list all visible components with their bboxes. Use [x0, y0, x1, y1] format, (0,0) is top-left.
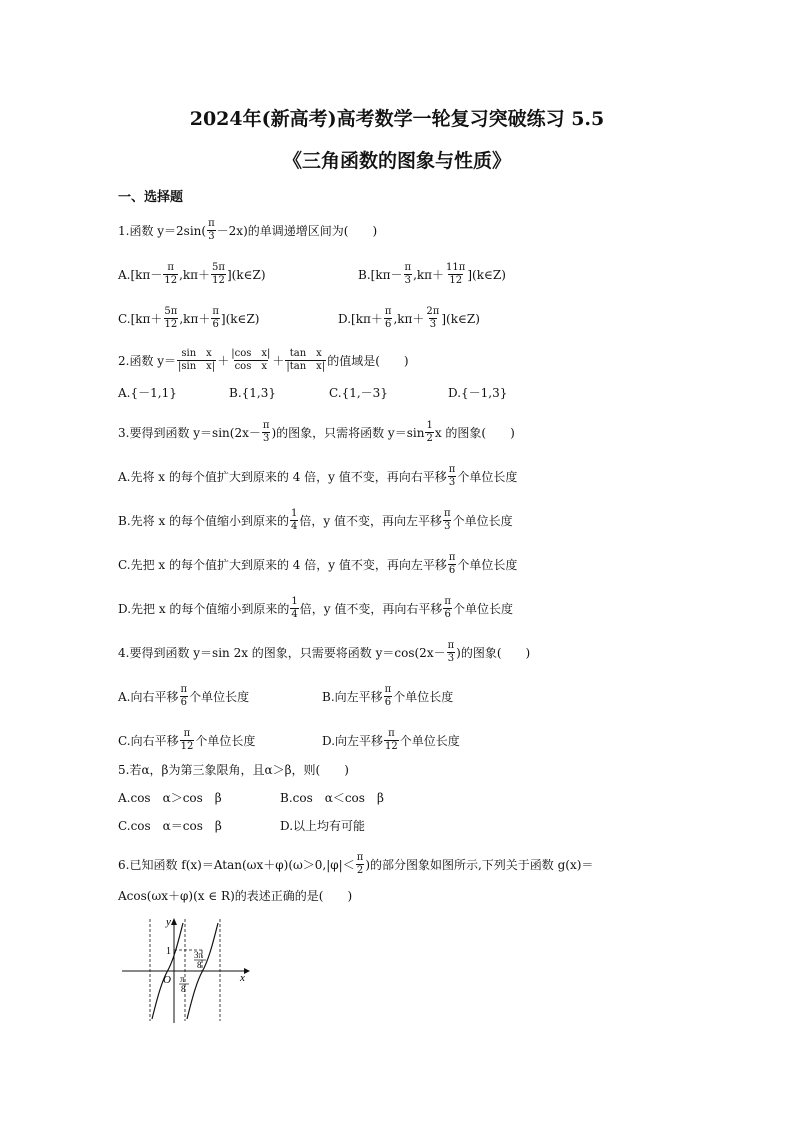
q4-option-a: [118, 684, 249, 709]
frac-num: π: [167, 262, 174, 273]
frac-den: 3: [208, 231, 215, 242]
opt-frac: [443, 508, 452, 533]
frac-den: 2: [426, 433, 433, 444]
b-num: π: [180, 974, 185, 984]
opt-text: D.先把 x 的每个值缩小到原来的: [118, 601, 290, 616]
q2-option-b: B.{1,3}: [229, 386, 276, 400]
q1-stem: [118, 218, 377, 243]
opt-frac: [163, 262, 178, 287]
origin-label: O: [163, 974, 171, 986]
opt-text: A.[kπ－: [118, 267, 163, 282]
q3-mid: )的图象，只需将函数 y＝sin: [271, 425, 425, 440]
q4-stem: [118, 640, 530, 665]
opt-frac: [211, 262, 226, 287]
doc-subtitle: 《三角函数的图象与性质》: [282, 150, 511, 172]
opt-text: C.[kπ＋: [118, 311, 163, 326]
a-num: 3π: [194, 950, 204, 960]
frac-num: π: [356, 852, 364, 863]
q1-option-c: [118, 306, 259, 331]
frac-num: π: [183, 728, 191, 739]
opt-text: B.先将 x 的每个值缩小到原来的: [118, 513, 290, 528]
q4-option-c: [118, 728, 255, 753]
frac-num: tan x: [289, 348, 322, 359]
q6-frac: [356, 852, 365, 877]
opt-frac: [425, 306, 440, 331]
opt-text: D.[kπ＋: [338, 311, 383, 326]
frac-den: 6: [180, 697, 187, 708]
frac-num: 1: [291, 596, 298, 607]
opt-frac: [384, 684, 393, 709]
opt-text: D.向左平移: [322, 733, 384, 748]
frac-num: π: [208, 218, 215, 229]
frac-den: cos x: [234, 361, 267, 372]
opt-text: C.先把 x 的每个值扩大到原来的 4 倍，y 值不变，再向左平移: [118, 557, 447, 572]
frac-num: 5π: [212, 262, 225, 273]
frac-den: 6: [448, 565, 456, 576]
opt-frac: [448, 464, 457, 489]
frac-den: 12: [164, 275, 178, 286]
opt-frac: [180, 728, 195, 753]
frac-den: 4: [291, 609, 298, 620]
q5-option-c: C.cos α＝cos β: [118, 819, 222, 833]
q2-frac-sin: [177, 348, 216, 373]
opt-text: A.向右平移: [118, 689, 179, 704]
opt-text: 个单位长度: [452, 601, 513, 616]
frac-num: 1: [291, 508, 298, 519]
frac-den: 3: [447, 653, 455, 664]
opt-frac: [179, 684, 188, 709]
opt-frac: [384, 306, 393, 331]
q4-option-d: [322, 728, 460, 753]
q1-option-a: [118, 262, 266, 287]
frac-den: |tan x|: [286, 361, 326, 372]
opt-text: ](k∈Z): [220, 311, 260, 326]
q1-stem-pre: 1.函数 y＝2sin(: [118, 223, 207, 238]
opt-text: 倍，y 值不变，再向右平移: [299, 601, 443, 616]
q4-pre: 4.要得到函数 y＝sin 2x 的图象，只需要将函数 y＝cos(2x－: [118, 645, 446, 660]
q3-stem: [118, 420, 515, 445]
opt-frac: [403, 262, 412, 287]
q5-stem: 5.若α，β为第三象限角，且α＞β，则( ): [118, 763, 349, 777]
q1-option-d: [338, 306, 480, 331]
q5-option-a: A.cos α＞cos β: [118, 791, 222, 805]
plus: ＋: [217, 353, 230, 368]
q3-option-a: [118, 464, 517, 489]
a-den: 8: [197, 960, 202, 970]
frac-den: 3: [262, 433, 270, 444]
q6-stem: [118, 852, 593, 877]
opt-text: ](k∈Z): [441, 311, 480, 326]
opt-text: A.先将 x 的每个值扩大到原来的 4 倍，y 值不变，再向右平移: [118, 469, 447, 484]
frac-num: π: [448, 464, 456, 475]
frac-num: π: [447, 640, 455, 651]
opt-frac: [448, 552, 457, 577]
y-label: y: [166, 916, 171, 928]
opt-text: ,kπ＋: [393, 311, 425, 326]
frac-den: 3: [444, 521, 451, 532]
opt-text: ](k∈Z): [467, 267, 506, 282]
q5-option-b: B.cos α＜cos β: [280, 791, 384, 805]
q4-post: )的图象( ): [456, 645, 531, 660]
q6-pre: 6.已知函数 f(x)＝Atan(ωx＋φ)(ω＞0,|φ|＜: [118, 857, 355, 872]
q3-option-b: [118, 508, 513, 533]
frac-num: π: [444, 508, 451, 519]
one-label: 1: [166, 946, 171, 957]
frac-den: 4: [291, 521, 298, 532]
frac-den: 12: [164, 319, 178, 330]
q2-option-d: D.{－1,3}: [448, 386, 508, 400]
q3-option-d: [118, 596, 513, 621]
q2-option-a: A.{－1,1}: [118, 386, 177, 400]
opt-frac: [443, 596, 452, 621]
opt-text: 个单位长度: [452, 513, 513, 528]
q2-frac-tan: [285, 348, 326, 373]
frac-num: 1: [426, 420, 433, 431]
q3-frac: [262, 420, 271, 445]
opt-text: ,kπ＋: [179, 311, 211, 326]
frac-num: π: [384, 306, 392, 317]
frac-num: sin x: [181, 348, 212, 359]
frac-den: |sin x|: [178, 361, 216, 372]
frac-num: |cos x|: [231, 348, 271, 359]
frac-den: 6: [384, 319, 392, 330]
frac-num: 2π: [426, 306, 440, 317]
doc-title: 2024年(新高考)高考数学一轮复习突破练习 5.5: [189, 108, 605, 130]
frac-den: 6: [212, 319, 219, 330]
opt-text: 个单位长度: [195, 733, 256, 748]
frac-num: π: [404, 262, 412, 273]
opt-text: 个单位长度: [189, 689, 250, 704]
opt-text: ,kπ＋: [413, 267, 445, 282]
opt-text: B.[kπ－: [358, 267, 403, 282]
q1-stem-post: －2x)的单调递增区间为( ): [216, 223, 378, 238]
opt-text: 个单位长度: [393, 689, 454, 704]
frac-den: 12: [180, 741, 194, 752]
opt-text: ,kπ＋: [179, 267, 211, 282]
frac-num: π: [448, 552, 456, 563]
opt-text: C.向右平移: [118, 733, 179, 748]
b-den: 8: [181, 984, 186, 994]
opt-text: 个单位长度: [457, 557, 518, 572]
frac-num: π: [388, 728, 395, 739]
opt-text: B.向左平移: [322, 689, 383, 704]
q3-pre: 3.要得到函数 y＝sin(2x－: [118, 425, 261, 440]
frac-den: 12: [449, 275, 463, 286]
opt-text: 倍，y 值不变，再向左平移: [299, 513, 443, 528]
opt-frac: [384, 728, 399, 753]
y-axis-arrow: [171, 918, 177, 925]
q6-stem-line2: Acos(ωx＋φ)(x ∈ R)的表述正确的是( ): [118, 889, 353, 903]
tan-graph: [118, 915, 253, 1025]
frac-den: 3: [404, 275, 411, 286]
frac-den: 12: [385, 741, 398, 752]
q2-pre: 2.函数 y＝: [118, 353, 177, 368]
section-heading: 一、选择题: [118, 190, 184, 205]
x-label: x: [240, 972, 245, 984]
frac-num: 5π: [164, 306, 178, 317]
opt-text: 个单位长度: [457, 469, 518, 484]
opt-frac: [163, 306, 178, 331]
frac-num: π: [384, 684, 392, 695]
opt-frac: [290, 508, 298, 533]
x-axis-arrow: [244, 968, 250, 974]
opt-text: 个单位长度: [399, 733, 460, 748]
q3-frac-half: [425, 420, 433, 445]
frac-den: 6: [384, 697, 392, 708]
frac-den: 12: [212, 275, 225, 286]
q6-post: )的部分图象如图所示,下列关于函数 g(x)＝: [365, 857, 594, 872]
frac-den: 3: [448, 477, 456, 488]
frac-den: 6: [444, 609, 451, 620]
q4-frac: [447, 640, 456, 665]
q2-frac-cos: [230, 348, 271, 373]
frac-den: 2: [356, 865, 364, 876]
q3-post: x 的图象( ): [434, 425, 515, 440]
opt-text: ](k∈Z): [226, 267, 266, 282]
frac-num: 11π: [446, 262, 466, 273]
q2-stem: [118, 348, 409, 373]
q2-option-c: C.{1,－3}: [329, 386, 388, 400]
frac-num: π: [212, 306, 219, 317]
frac-num: π: [444, 596, 451, 607]
frac-num: π: [180, 684, 188, 695]
frac-num: π: [262, 420, 270, 431]
opt-frac: [290, 596, 298, 621]
q5-option-d: D.以上均有可能: [280, 819, 366, 833]
plus: ＋: [272, 353, 285, 368]
frac-den: 3: [429, 319, 437, 330]
opt-frac: [445, 262, 466, 287]
q3-option-c: [118, 552, 517, 577]
q1-option-b: [358, 262, 506, 287]
opt-frac: [211, 306, 220, 331]
q1-frac: [207, 218, 216, 243]
q2-post: 的值域是( ): [327, 353, 409, 368]
q4-option-b: [322, 684, 453, 709]
